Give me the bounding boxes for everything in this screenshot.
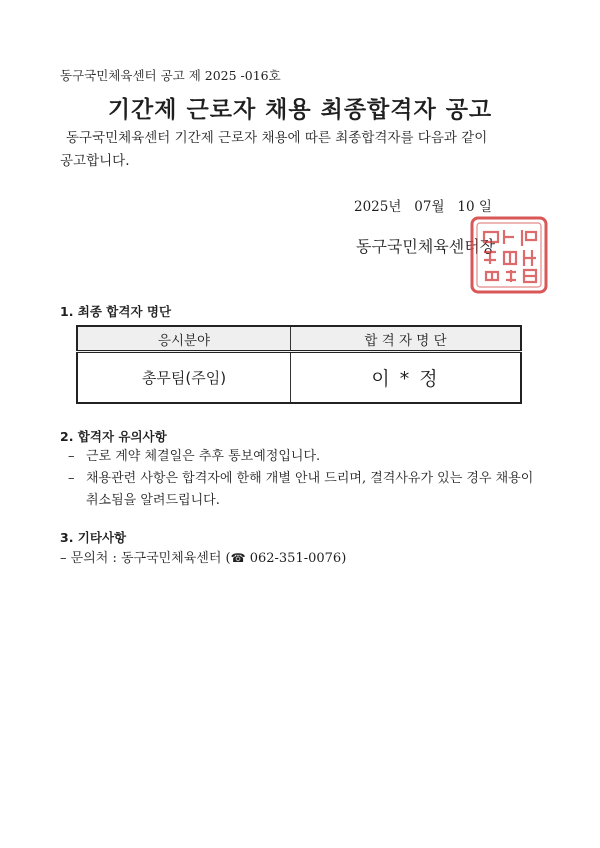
section-2-heading: 2. 합격자 유의사항 bbox=[60, 429, 167, 444]
table-row bbox=[77, 352, 521, 404]
section-1-heading: 1. 최종 합격자 명단 bbox=[60, 304, 172, 319]
column-header-field: 응시분야 bbox=[77, 326, 291, 352]
table-cell-field: 총무팀(주임) bbox=[77, 352, 291, 404]
column-header-candidates: 합 격 자 명 단 bbox=[291, 326, 522, 352]
table-header-row bbox=[77, 326, 521, 352]
intro-paragraph bbox=[60, 127, 560, 173]
notice-number: 동구국민체육센터 공고 제 2025 -016호 bbox=[60, 68, 281, 83]
final-candidates-table bbox=[76, 325, 522, 404]
phone-icon: ☎ bbox=[230, 551, 246, 565]
official-seal-icon bbox=[468, 214, 550, 296]
contact-line bbox=[60, 547, 540, 570]
contact-prefix: – 문의처 : 동구국민체육센터 ( bbox=[60, 551, 231, 566]
list-item bbox=[68, 446, 548, 468]
document-title: 기간제 근로자 채용 최종합격자 공고 bbox=[107, 97, 493, 123]
notice-date: 2025년 07월 10 일 bbox=[354, 199, 492, 215]
list-item-text: 근로 계약 체결일은 추후 통보예정입니다. bbox=[86, 449, 321, 464]
intro-line-2: 공고합니다. bbox=[60, 153, 130, 169]
issuer-name: 동구국민체육센터장 bbox=[356, 237, 496, 256]
intro-line-1: 동구국민체육센터 기간제 근로자 채용에 따른 최종합격자를 다음과 같이 bbox=[66, 130, 488, 146]
list-dash: – bbox=[68, 471, 75, 486]
table-cell-candidate: 이 * 정 bbox=[291, 352, 522, 404]
list-item bbox=[68, 468, 548, 512]
section-3-heading: 3. 기타사항 bbox=[60, 530, 127, 545]
list-dash: – bbox=[68, 449, 75, 464]
notes-list bbox=[68, 446, 548, 512]
list-item-text: 채용관련 사항은 합격자에 한해 개별 안내 드리며, 결격사유가 있는 경우 채용이 취소됨을 알려드립니다. bbox=[86, 471, 534, 508]
contact-phone: 062-351-0076) bbox=[245, 551, 347, 566]
